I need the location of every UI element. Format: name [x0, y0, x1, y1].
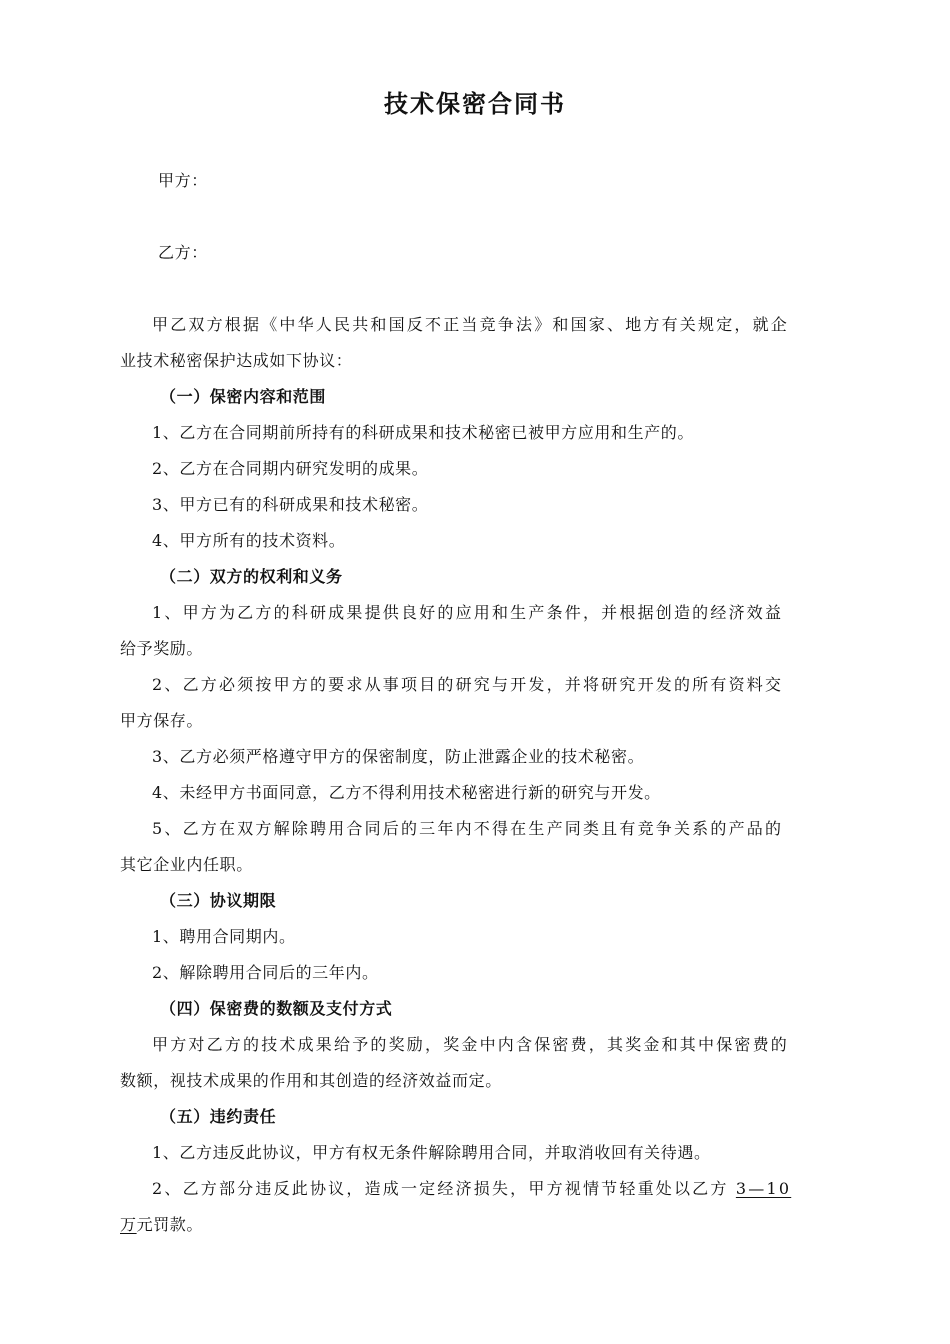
section-3-heading: （三）协议期限	[160, 891, 277, 910]
section-4-paragraph-line-2: 数额，视技术成果的作用和其创造的经济效益而定。	[120, 1071, 502, 1090]
section-5-item-2-rest: 元罚款。	[136, 1215, 204, 1234]
section-2-item-5-line-2: 其它企业内任职。	[120, 855, 253, 874]
section-1-item-3: 3、甲方已有的科研成果和技术秘密。	[152, 495, 429, 514]
section-4-heading: （四）保密费的数额及支付方式	[160, 999, 393, 1018]
section-1-item-4: 4、甲方所有的技术资料。	[152, 531, 346, 550]
section-5-item-1: 1、乙方违反此协议，甲方有权无条件解除聘用合同，并取消收回有关待遇。	[152, 1143, 711, 1162]
section-2-item-1-line-2: 给予奖励。	[120, 639, 204, 658]
section-1-item-2: 2、乙方在合同期内研究发明的成果。	[152, 459, 429, 478]
section-2-item-3: 3、乙方必须严格遵守甲方的保密制度，防止泄露企业的技术秘密。	[152, 747, 645, 766]
penalty-amount-range: 3—10	[735, 1179, 792, 1198]
section-1-heading: （一）保密内容和范围	[160, 387, 327, 406]
section-2-item-4: 4、未经甲方书面同意，乙方不得利用技术秘密进行新的研究与开发。	[152, 783, 661, 802]
document-title: 技术保密合同书	[384, 90, 566, 118]
section-5-item-2-text: 2、乙方部分违反此协议，造成一定经济损失，甲方视情节轻重处以乙方	[152, 1179, 736, 1198]
section-3-item-2: 2、解除聘用合同后的三年内。	[152, 963, 379, 982]
section-5-heading: （五）违约责任	[160, 1107, 277, 1126]
intro-paragraph-line-2: 业技术秘密保护达成如下协议：	[120, 351, 353, 370]
section-3-item-1: 1、聘用合同期内。	[152, 927, 296, 946]
penalty-unit: 万	[120, 1215, 137, 1234]
section-4-paragraph-line-1: 甲方对乙方的技术成果给予的奖励，奖金中内含保密费，其奖金和其中保密费的	[152, 1035, 790, 1054]
section-1-item-1: 1、乙方在合同期前所持有的科研成果和技术秘密已被甲方应用和生产的。	[152, 423, 694, 442]
section-2-item-5-line-1: 5、乙方在双方解除聘用合同后的三年内不得在生产同类且有竞争关系的产品的	[152, 819, 784, 838]
section-2-item-1-line-1: 1、甲方为乙方的科研成果提供良好的应用和生产条件，并根据创造的经济效益	[152, 603, 784, 622]
party-a-label: 甲方：	[158, 171, 208, 190]
section-2-heading: （二）双方的权利和义务	[160, 567, 343, 586]
section-5-item-2-line-1	[152, 1176, 791, 1199]
section-5-item-2-line-2	[120, 1212, 203, 1235]
section-2-item-2-line-1: 2、乙方必须按甲方的要求从事项目的研究与开发，并将研究开发的所有资料交	[152, 675, 784, 694]
intro-paragraph-line-1: 甲乙双方根据《中华人民共和国反不正当竞争法》和国家、地方有关规定，就企	[152, 315, 790, 334]
section-2-item-2-line-2: 甲方保存。	[120, 711, 204, 730]
party-b-label: 乙方：	[158, 243, 208, 262]
